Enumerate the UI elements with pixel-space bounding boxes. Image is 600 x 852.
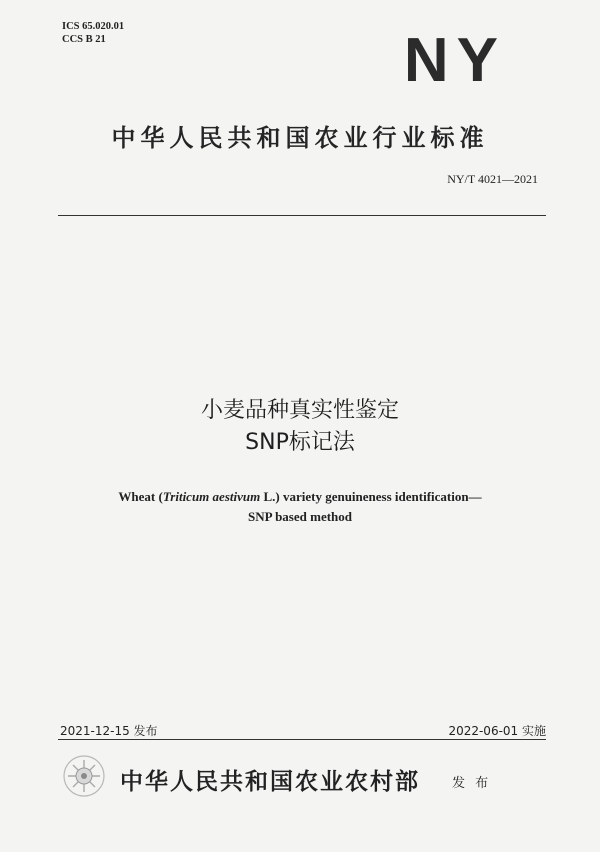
title-en-pre: Wheat ( [118, 489, 163, 504]
title-cn-line2: SNP标记法 [245, 430, 355, 455]
effective-date: 2022-06-01 实施 [448, 724, 546, 738]
issuing-authority: 中华人民共和国农业农村部 [120, 768, 420, 795]
bottom-divider [58, 739, 546, 740]
ccs-code: CCS B 21 [62, 34, 106, 45]
title-en-line2: SNP based method [247, 509, 353, 524]
title-en-species: Triticum aestivum [162, 489, 261, 504]
ministry-emblem-icon [62, 754, 106, 798]
title-en-line1 [0, 487, 600, 507]
document-title-english [0, 487, 600, 527]
standard-category-title: 中华人民共和国农业行业标准 [111, 124, 489, 152]
ny-logo: NY [403, 26, 506, 95]
standard-number: NY/T 4021—2021 [447, 172, 538, 186]
top-divider [58, 215, 546, 216]
document-title-chinese [0, 395, 600, 459]
title-cn-line1: 小麦品种真实性鉴定 [200, 398, 399, 423]
ics-code: ICS 65.020.01 [62, 21, 125, 32]
issued-label: 发 布 [452, 776, 492, 791]
title-en-post: L.) variety genuineness identification— [260, 489, 482, 504]
issue-date: 2021-12-15 发布 [60, 724, 158, 738]
classification-codes [62, 20, 124, 46]
